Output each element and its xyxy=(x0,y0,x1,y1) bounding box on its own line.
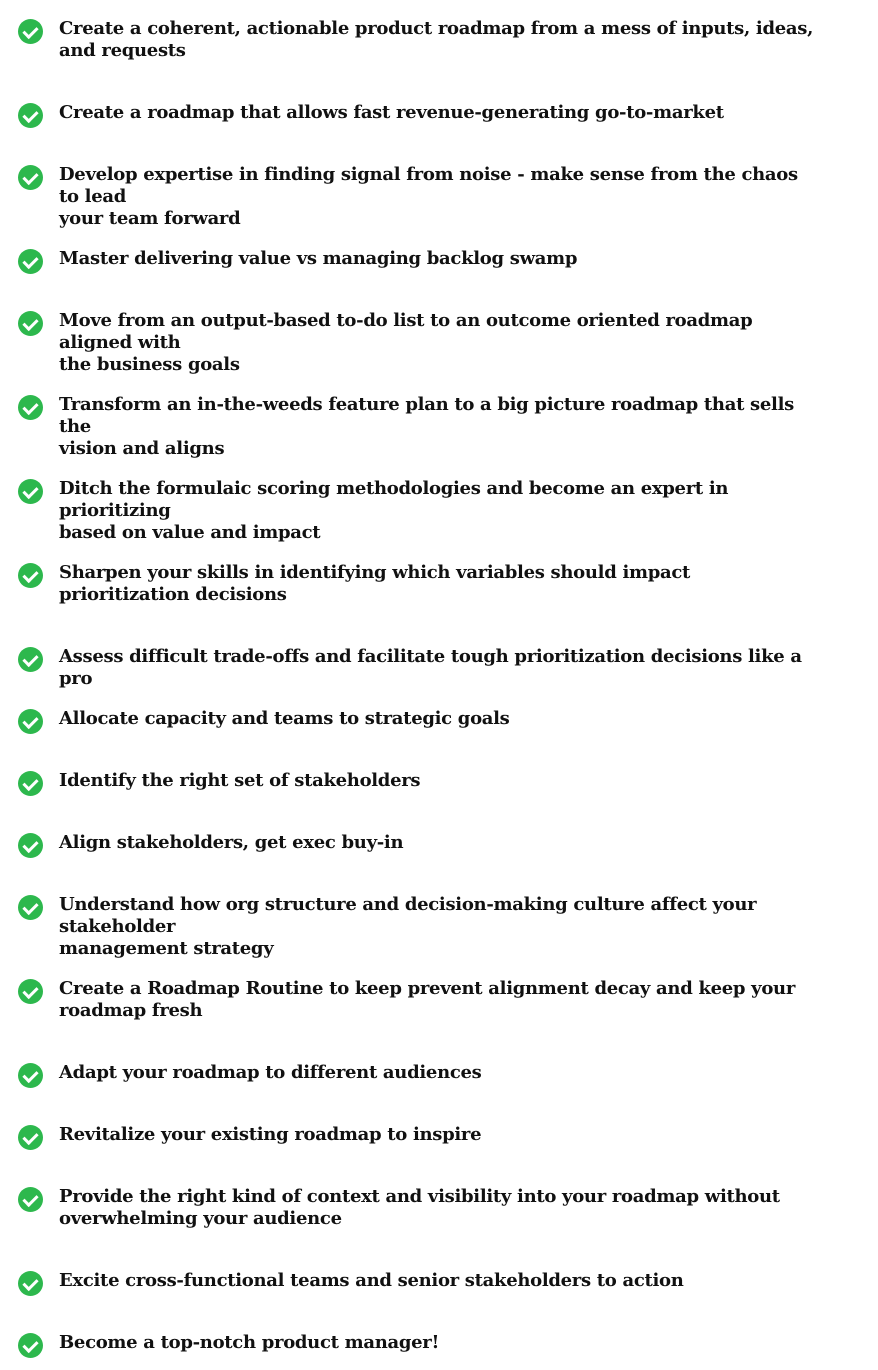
list-item xyxy=(18,394,838,460)
list-item xyxy=(18,1186,838,1230)
list-item-text: Identify the right set of stakeholders xyxy=(59,770,421,791)
list-item xyxy=(18,646,838,690)
list-item xyxy=(18,310,838,376)
check-circle-icon xyxy=(18,165,43,190)
list-item-text: Adapt your roadmap to different audiences xyxy=(59,1062,482,1083)
list-item-text: Transform an in-the-weeds feature plan to a big picture roadmap that sells the vision and aligns xyxy=(59,394,794,459)
check-circle-icon xyxy=(18,833,43,858)
list-item-text: Ditch the formulaic scoring methodologies and become an expert in prioritizing based on value and impact xyxy=(59,478,729,543)
list-item xyxy=(18,894,838,960)
check-circle-icon xyxy=(18,249,43,274)
list-item-text: Assess difficult trade-offs and facilitate tough prioritization decisions like a pro xyxy=(59,646,802,689)
check-circle-icon xyxy=(18,311,43,336)
list-item-text: Provide the right kind of context and visibility into your roadmap without overwhelming your audience xyxy=(59,1186,780,1229)
list-item xyxy=(18,832,838,858)
list-item xyxy=(18,708,838,734)
check-circle-icon xyxy=(18,1187,43,1212)
list-item xyxy=(18,164,838,230)
list-item xyxy=(18,102,838,128)
list-item-text: Move from an output-based to-do list to an outcome oriented roadmap aligned with the business goals xyxy=(59,310,753,375)
list-item-text: Create a coherent, actionable product roadmap from a mess of inputs, ideas, and requests xyxy=(59,18,814,61)
check-circle-icon xyxy=(18,103,43,128)
check-circle-icon xyxy=(18,979,43,1004)
list-item-text: Understand how org structure and decision-making culture affect your stakeholder management strategy xyxy=(59,894,757,959)
list-item xyxy=(18,18,838,62)
list-item xyxy=(18,1062,838,1088)
list-item-text: Develop expertise in finding signal from noise - make sense from the chaos to lead your team forward xyxy=(59,164,798,229)
list-item-text: Create a roadmap that allows fast revenue-generating go-to-market xyxy=(59,102,724,123)
list-item xyxy=(18,562,838,606)
list-item-text: Excite cross-functional teams and senior stakeholders to action xyxy=(59,1270,684,1291)
list-item xyxy=(18,478,838,544)
check-circle-icon xyxy=(18,479,43,504)
check-circle-icon xyxy=(18,19,43,44)
check-circle-icon xyxy=(18,395,43,420)
list-item xyxy=(18,248,838,274)
list-item-text: Allocate capacity and teams to strategic goals xyxy=(59,708,510,729)
check-circle-icon xyxy=(18,1063,43,1088)
list-item xyxy=(18,1270,838,1296)
check-circle-icon xyxy=(18,1125,43,1150)
check-circle-icon xyxy=(18,709,43,734)
check-circle-icon xyxy=(18,1333,43,1358)
list-item xyxy=(18,770,838,796)
check-circle-icon xyxy=(18,647,43,672)
list-item xyxy=(18,1124,838,1150)
check-circle-icon xyxy=(18,895,43,920)
list-item-text: Create a Roadmap Routine to keep prevent alignment decay and keep your roadmap fresh xyxy=(59,978,796,1021)
list-item-text: Sharpen your skills in identifying which variables should impact prioritization decisions xyxy=(59,562,691,605)
list-item xyxy=(18,978,838,1022)
check-circle-icon xyxy=(18,771,43,796)
list-item-text: Master delivering value vs managing backlog swamp xyxy=(59,248,578,269)
check-circle-icon xyxy=(18,1271,43,1296)
list-item xyxy=(18,1332,838,1358)
list-item-text: Revitalize your existing roadmap to inspire xyxy=(59,1124,482,1145)
list-item-text: Become a top-notch product manager! xyxy=(59,1332,440,1353)
list-item-text: Align stakeholders, get exec buy-in xyxy=(59,832,404,853)
check-circle-icon xyxy=(18,563,43,588)
